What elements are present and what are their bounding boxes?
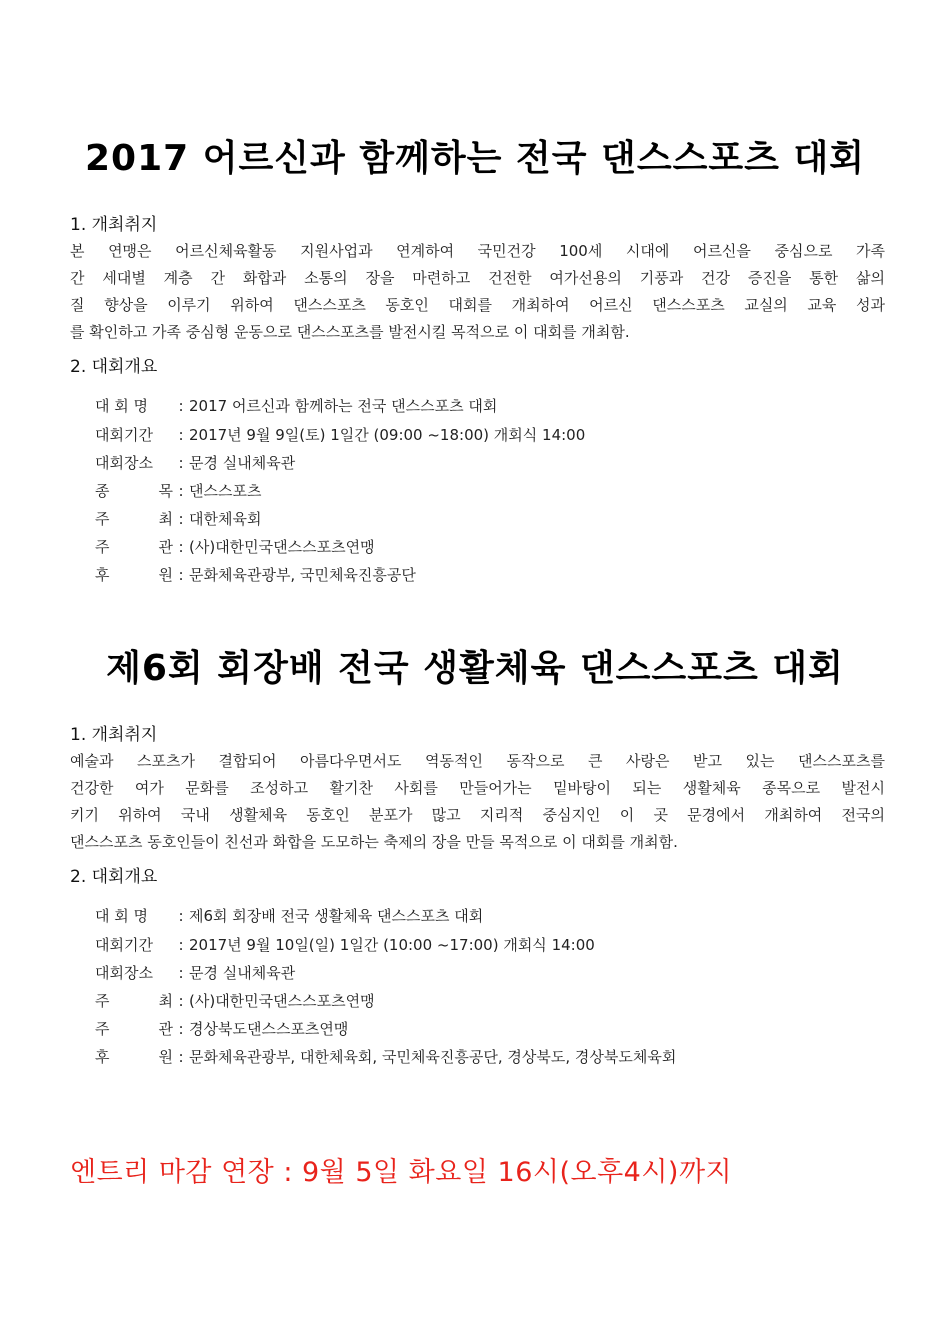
overview-value: (사)대한민국댄스스포츠연맹 [189,992,375,1010]
colon: : [178,992,184,1010]
paragraph-line: 간 세대별 계층 간 화합과 소통의 장을 마련하고 건전한 여가선용의 기풍과 건강 증진을 통한 삶의 [70,269,885,287]
overview-label: 대 회 명 [95,907,149,925]
overview-value: 대한체육회 [189,510,262,528]
colon: : [178,426,184,444]
overview-label: 대회기간 [95,426,153,444]
overview-label: 대 회 명 [95,397,149,415]
colon: : [178,482,184,500]
overview-row-organizer [95,536,375,558]
overview-label: 후 원 [95,566,173,584]
paragraph-line: 키기 위하여 국내 생활체육 동호인 분포가 많고 지리적 중심지인 이 곳 문경에서 개최하여 전국의 [70,806,885,824]
overview-row-period [95,424,585,446]
overview-row-sponsor [95,564,416,586]
overview-row-event [95,480,261,502]
paragraph-line: 본 연맹은 어르신체육활동 지원사업과 연계하여 국민건강 100세 시대에 어르신을 중심으로 가족 [70,242,885,260]
overview-label: 대회장소 [95,964,153,982]
overview-value: 경상북도댄스스포츠연맹 [189,1020,349,1038]
overview-row-name [95,905,483,927]
overview-value: 제6회 회장배 전국 생활체육 댄스스포츠 대회 [189,907,484,925]
colon: : [178,397,184,415]
event1-purpose-paragraph [70,238,885,346]
paragraph-line: 건강한 여가 문화를 조성하고 활기찬 사회를 만들어가는 밑바탕이 되는 생활체육 종목으로 발전시 [70,779,885,797]
colon: : [178,538,184,556]
event2-purpose-paragraph [70,748,885,856]
colon: : [178,1020,184,1038]
overview-label: 대회장소 [95,454,153,472]
overview-value: 문경 실내체육관 [189,454,296,472]
overview-value: 문경 실내체육관 [189,964,296,982]
colon: : [178,936,184,954]
overview-label: 주 관 [95,1020,173,1038]
overview-row-venue [95,452,295,474]
colon: : [178,454,184,472]
overview-value: (사)대한민국댄스스포츠연맹 [189,538,375,556]
overview-value: 댄스스포츠 [189,482,262,500]
event2-overview-heading: 2. 대회개요 [70,867,158,887]
paragraph-line: 예술과 스포츠가 결합되어 아름다우면서도 역동적인 동작으로 큰 사랑은 받고 있는 댄스스포츠를 [70,752,885,770]
overview-value: 2017 어르신과 함께하는 전국 댄스스포츠 대회 [189,397,498,415]
overview-value: 2017년 9월 9일(토) 1일간 (09:00 ~18:00) 개회식 14:00 [189,426,586,444]
overview-label: 대회기간 [95,936,153,954]
overview-label: 종 목 [95,482,173,500]
overview-row-organizer [95,1018,348,1040]
entry-deadline-notice: 엔트리 마감 연장 : 9월 5일 화요일 16시(오후4시)까지 [70,1157,733,1188]
colon: : [178,510,184,528]
event2-title: 제6회 회장배 전국 생활체육 댄스스포츠 대회 [106,648,844,689]
overview-row-host [95,990,375,1012]
event1-title: 2017 어르신과 함께하는 전국 댄스스포츠 대회 [84,138,866,179]
overview-label: 주 관 [95,538,173,556]
overview-label: 후 원 [95,1048,173,1066]
event2-purpose-heading: 1. 개최취지 [70,725,158,745]
paragraph-line: 질 향상을 이루기 위하여 댄스스포츠 동호인 대회를 개최하여 어르신 댄스스포츠 교실의 교육 성과 [70,296,885,314]
overview-label: 주 최 [95,510,173,528]
overview-row-name [95,395,497,417]
event1-purpose-heading: 1. 개최취지 [70,215,158,235]
colon: : [178,1048,184,1066]
colon: : [178,964,184,982]
colon: : [178,907,184,925]
paragraph-line: 를 확인하고 가족 중심형 운동으로 댄스스포츠를 발전시킬 목적으로 이 대회를 개최함. [70,323,630,341]
overview-value: 2017년 9월 10일(일) 1일간 (10:00 ~17:00) 개회식 14:00 [189,936,595,954]
overview-row-period [95,934,595,956]
overview-label: 주 최 [95,992,173,1010]
colon: : [178,566,184,584]
overview-row-sponsor [95,1046,676,1068]
overview-value: 문화체육관광부, 국민체육진흥공단 [189,566,416,584]
paragraph-line: 댄스스포츠 동호인들이 친선과 화합을 도모하는 축제의 장을 만들 목적으로 이 대회를 개최함. [70,833,678,851]
overview-row-venue [95,962,295,984]
event1-overview-heading: 2. 대회개요 [70,357,158,377]
overview-row-host [95,508,261,530]
overview-value: 문화체육관광부, 대한체육회, 국민체육진흥공단, 경상북도, 경상북도체육회 [189,1048,677,1066]
